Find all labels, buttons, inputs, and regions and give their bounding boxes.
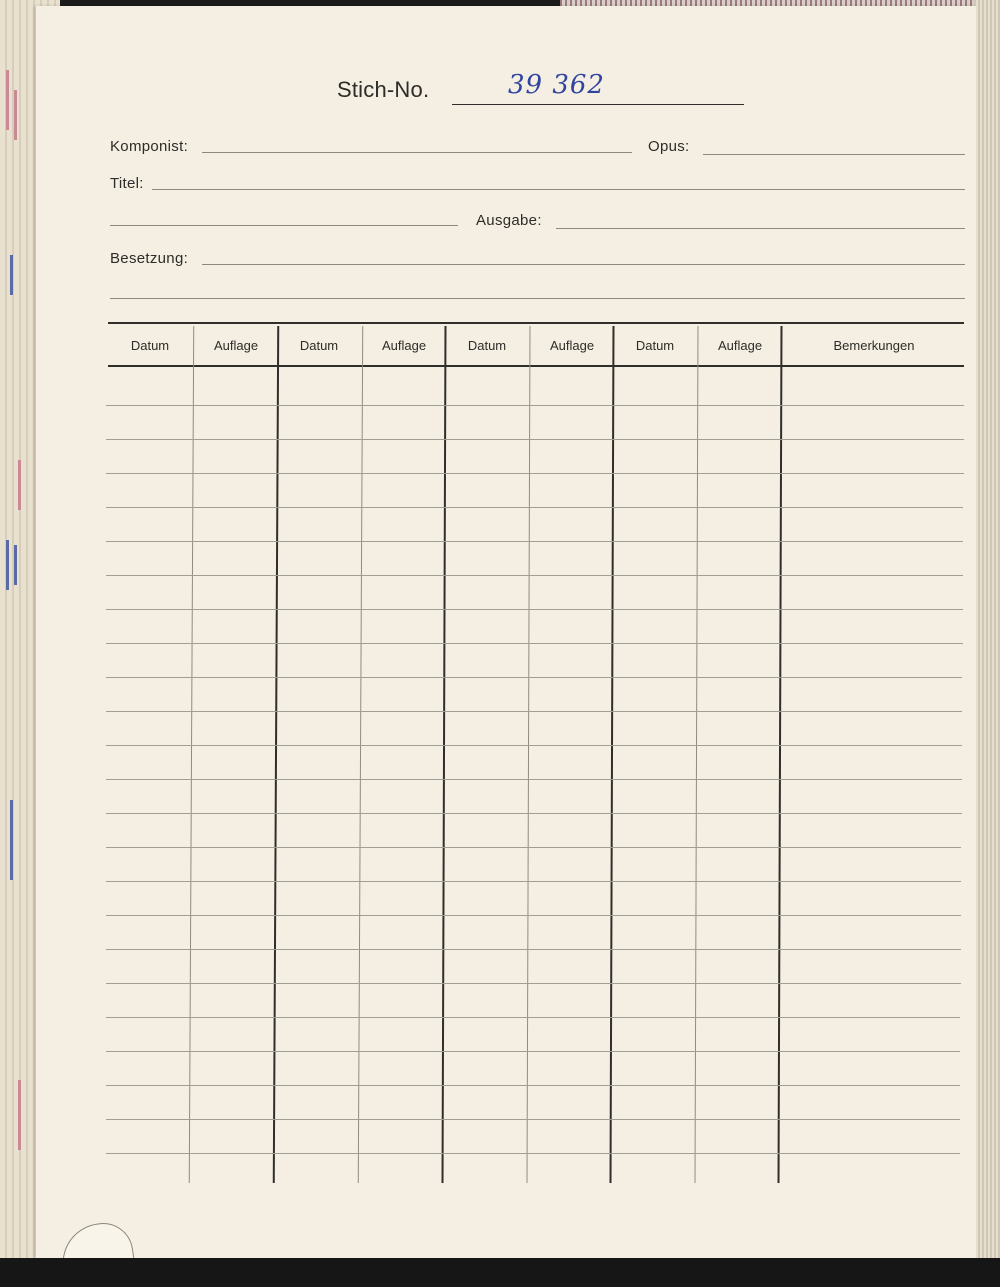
table-row[interactable] [106, 949, 961, 950]
index-tab [18, 460, 21, 510]
index-tab [14, 545, 17, 585]
table-row[interactable] [106, 1051, 960, 1052]
column-header-auflage-3: Auflage [549, 338, 595, 353]
index-tab [10, 800, 13, 880]
titel-line[interactable] [152, 189, 965, 190]
table-row[interactable] [106, 609, 963, 610]
table-row[interactable] [106, 915, 961, 916]
komponist-label: Komponist: [110, 138, 189, 155]
table-row[interactable] [106, 983, 961, 984]
table-row[interactable] [106, 541, 963, 542]
table-row[interactable] [106, 1153, 960, 1154]
table-row[interactable] [106, 405, 964, 406]
column-header-bemerkungen: Bemerkungen [833, 338, 915, 353]
stich-no-label: Stich-No. [337, 77, 430, 102]
index-tab [18, 1080, 21, 1150]
scan-bottom-edge [0, 1258, 1000, 1287]
table-row[interactable] [106, 1119, 960, 1120]
column-header-auflage-2: Auflage [381, 338, 427, 353]
titel-line-2[interactable] [110, 225, 458, 226]
table-row[interactable] [106, 643, 963, 644]
table-row[interactable] [106, 779, 962, 780]
table-row[interactable] [106, 1017, 960, 1018]
index-tab [6, 540, 9, 590]
table-row[interactable] [106, 473, 964, 474]
column-header-datum-2: Datum [299, 338, 339, 353]
table-row[interactable] [106, 745, 962, 746]
table-row[interactable] [106, 439, 964, 440]
table-row[interactable] [106, 575, 963, 576]
ausgabe-label: Ausgabe: [476, 212, 542, 229]
book-right-edge [974, 0, 1000, 1262]
table-row[interactable] [106, 881, 961, 882]
table-row[interactable] [106, 677, 962, 678]
index-tab [14, 90, 17, 140]
column-header-auflage-4: Auflage [717, 338, 763, 353]
besetzung-line-2[interactable] [110, 298, 965, 299]
besetzung-line[interactable] [202, 264, 965, 265]
table-row[interactable] [106, 507, 963, 508]
besetzung-label: Besetzung: [110, 250, 189, 267]
table-row[interactable] [106, 813, 962, 814]
table-row[interactable] [106, 1085, 960, 1086]
table-row[interactable] [106, 847, 961, 848]
ausgabe-line[interactable] [556, 228, 965, 229]
table-row[interactable] [106, 711, 962, 712]
column-header-datum-4: Datum [635, 338, 675, 353]
ledger-page [36, 6, 976, 1258]
komponist-line[interactable] [202, 152, 632, 153]
column-header-datum-3: Datum [467, 338, 507, 353]
column-header-auflage-1: Auflage [213, 338, 259, 353]
index-tab [10, 255, 13, 295]
column-header-datum-1: Datum [130, 338, 170, 353]
table-top-rule [108, 322, 964, 324]
stich-no-line [452, 104, 744, 105]
stich-no-value: 39 362 [508, 70, 605, 100]
table-header-rule [108, 365, 964, 367]
index-tab [6, 70, 9, 130]
opus-label: Opus: [648, 138, 690, 155]
titel-label: Titel: [110, 175, 144, 192]
opus-line[interactable] [703, 154, 965, 155]
